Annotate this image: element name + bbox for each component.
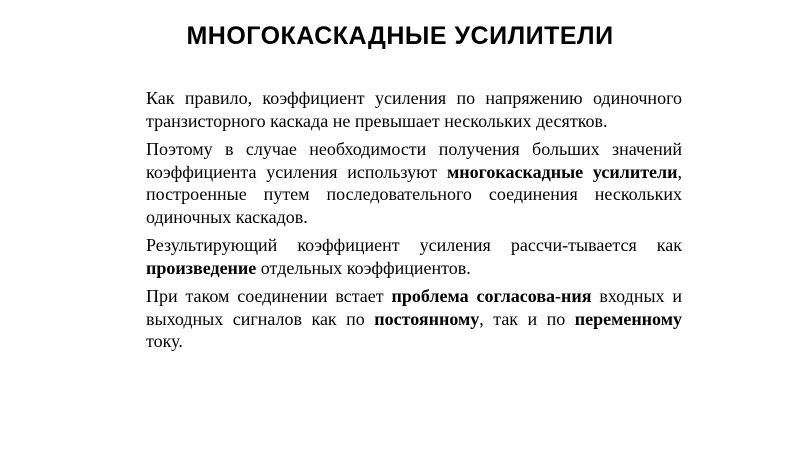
term-product: произведение [146, 257, 257, 278]
paragraph-4 [146, 285, 682, 353]
paragraph-3 [146, 234, 682, 279]
paragraph-3-text-c: отдельных коэффициентов. [256, 257, 471, 278]
paragraph-2 [146, 138, 682, 228]
paragraph-1-text: Как правило, коэффициент усиления по напряжению одиночного транзисторного каскада не превышает нескольких десятков. [146, 88, 682, 131]
paragraph-2-text-c: , построенные путем последовательного соединения нескольких одиночных каскадов. [146, 161, 682, 227]
paragraph-4-text-a: При таком соединении встает [146, 286, 392, 306]
term-multistage-amplifiers: многокаскадные усилители [447, 161, 678, 182]
paragraph-2-text-a: Поэтому в случае необходимости получения больших значений коэффициента усиления используют [146, 139, 682, 182]
paragraph-3-text-a: Результирующий коэффициент усиления рассчи-тывается как [146, 235, 682, 255]
term-dc: постоянному [374, 308, 480, 329]
term-ac: переменному [574, 308, 682, 329]
paragraph-1 [146, 87, 682, 132]
term-matching-problem: проблема согласова-ния [391, 286, 592, 306]
slide-title: МНОГОКАСКАДНЫЕ УСИЛИТЕЛИ [186, 22, 614, 50]
slide-body [146, 87, 682, 353]
paragraph-4-text-e: , так и по [479, 308, 575, 329]
paragraph-4-text-c: входных и выходных сигналов как по [146, 286, 683, 329]
paragraph-4-text-g: току. [146, 331, 183, 351]
